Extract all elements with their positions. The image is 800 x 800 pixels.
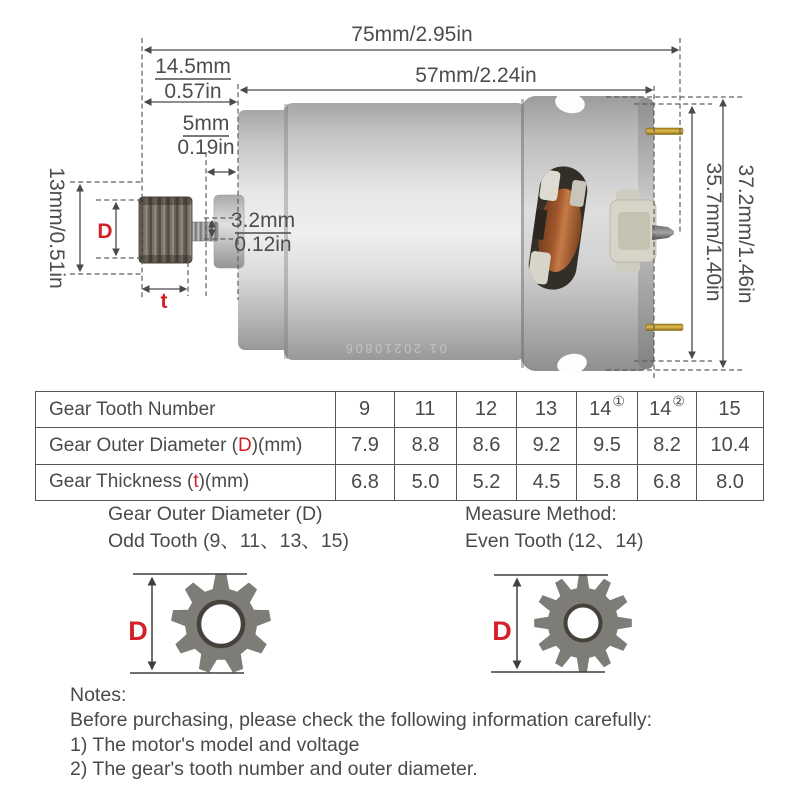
table-cell: 9	[336, 392, 395, 428]
pinion-gear-assembly	[139, 195, 244, 268]
dim-shaft-length-mm: 5mm	[182, 112, 230, 135]
dim-shaft-dia-mm: 3.2mm	[230, 209, 296, 232]
motor-rear-shaft-tip	[652, 225, 674, 240]
table-cell: 9.5	[577, 428, 638, 464]
gear-diameter-label: D	[97, 220, 113, 243]
table-cell: 10.4	[697, 428, 764, 464]
table-cell: 8.0	[697, 464, 764, 500]
notes-block	[70, 683, 652, 782]
motor-body-print: 01 20210806	[343, 341, 447, 356]
table-cell: 8.2	[638, 428, 697, 464]
motor-shaft	[190, 222, 218, 241]
row-label: Gear Thickness (t)(mm)	[36, 464, 336, 500]
gear-thickness-label: t	[160, 290, 168, 313]
dim-total-length: 75mm/2.95in	[351, 23, 473, 46]
figure-title: Gear Outer Diameter (D)	[108, 503, 323, 525]
table-row-thickness	[36, 464, 764, 500]
table-cell: 13	[517, 392, 577, 428]
even-tooth-gear	[534, 574, 632, 672]
table-cell: 5.2	[457, 464, 517, 500]
table-cell: 6.8	[638, 464, 697, 500]
dim-shaft-dia-in: 0.12in	[234, 233, 292, 256]
table-cell: 8.6	[457, 428, 517, 464]
notes-heading: Notes:	[70, 684, 127, 706]
row-label: Gear Outer Diameter (D)(mm)	[36, 428, 336, 464]
odd-gear-d-label: D	[128, 616, 148, 646]
gear-spec-table	[35, 391, 764, 501]
table-cell: 4.5	[517, 464, 577, 500]
table-cell: 11	[395, 392, 457, 428]
notes-line: 2) The gear's tooth number and outer diameter.	[70, 758, 478, 781]
motor-brush-housing	[610, 189, 656, 273]
dim-gear-height: 13mm/0.51in	[45, 167, 68, 289]
table-row-outer-diameter	[36, 428, 764, 464]
table-cell: 5.0	[395, 464, 457, 500]
motor-dimension-drawing	[0, 0, 800, 388]
figure-title: Measure Method:	[465, 503, 617, 525]
dim-cap-diameter: 37.2mm/1.46in	[734, 164, 757, 304]
table-cell: 12	[457, 392, 517, 428]
pinion-gear	[139, 197, 192, 263]
odd-tooth-figure-heading	[108, 501, 349, 555]
notes-line: Before purchasing, please check the following information carefully:	[70, 708, 653, 731]
table-cell: 7.9	[336, 428, 395, 464]
even-gear-d-label: D	[492, 616, 512, 646]
table-cell: 14②	[638, 392, 697, 428]
figure-subtitle: Odd Tooth (9、11、13、15)	[108, 530, 349, 552]
table-cell: 6.8	[336, 464, 395, 500]
dim-shaft-length-in: 0.19in	[177, 136, 235, 159]
gear-figures	[0, 558, 800, 688]
dim-front-length-in: 0.57in	[164, 80, 222, 103]
table-cell: 14①	[577, 392, 638, 428]
table-row-tooth-number	[36, 392, 764, 428]
table-cell: 15	[697, 392, 764, 428]
notes-line: 1) The motor's model and voltage	[70, 733, 360, 756]
table-cell: 9.2	[517, 428, 577, 464]
even-tooth-figure-heading	[465, 501, 644, 555]
dim-body-length: 57mm/2.24in	[415, 64, 537, 87]
row-label: Gear Tooth Number	[36, 392, 336, 428]
figure-subtitle: Even Tooth (12、14)	[465, 530, 644, 552]
odd-tooth-gear	[171, 574, 271, 672]
table-cell: 5.8	[577, 464, 638, 500]
dim-body-diameter: 35.7mm/1.40in	[702, 162, 725, 302]
dim-front-length-mm: 14.5mm	[155, 55, 231, 78]
motor-main-cylinder	[284, 103, 526, 360]
table-cell: 8.8	[395, 428, 457, 464]
